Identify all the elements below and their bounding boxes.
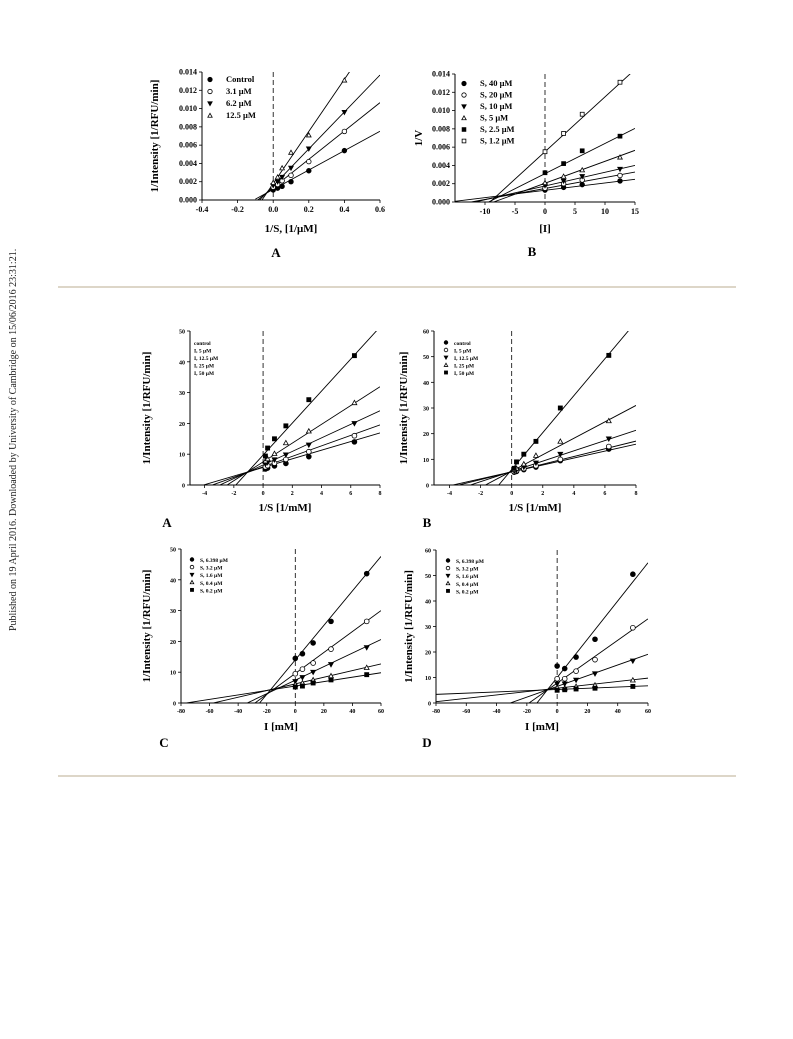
x-tick-label: 0.6 [375, 205, 385, 214]
legend-label: S, 1.6 µM [456, 574, 479, 581]
y-tick-label: 0.012 [432, 87, 450, 97]
data-point [534, 453, 539, 457]
y-tick-label: 30 [423, 406, 429, 413]
legend-marker [444, 363, 448, 366]
data-point [280, 184, 285, 189]
data-point [364, 571, 369, 576]
x-tick-label: 0 [293, 709, 297, 715]
legend-marker [446, 559, 450, 563]
y-axis-label: 1/Intensity [1/RFU/min] [398, 351, 410, 465]
data-point [580, 149, 584, 153]
legend-label: S, 6.398 µM [200, 558, 228, 564]
x-tick-label: 4 [320, 491, 324, 497]
fit-line-series-0 [436, 563, 648, 831]
legend-label: S, 2.5 μM [480, 124, 515, 134]
x-tick-label: 0 [543, 207, 547, 216]
x-tick-label: 0 [555, 709, 559, 715]
legend-label: S, 0.4 µM [456, 581, 479, 588]
legend-label: I, 25 µM [454, 363, 475, 370]
y-tick-label: 0.014 [179, 67, 197, 77]
x-axis-label: 1/S [1/mM] [258, 502, 312, 514]
data-point [306, 454, 311, 459]
legend-label: S, 10 μM [480, 101, 513, 111]
y-axis-label: 1/V [413, 129, 425, 147]
data-point [352, 433, 357, 438]
legend-marker [444, 348, 448, 352]
x-tick-label: 60 [645, 709, 651, 715]
data-point [574, 669, 579, 674]
legend-label: S, 3.2 µM [200, 565, 223, 572]
y-tick-label: 40 [425, 599, 431, 606]
legend-marker [446, 589, 449, 592]
data-point [293, 671, 298, 676]
data-point [311, 681, 315, 685]
panel-letter: B [527, 244, 537, 259]
x-tick-label: 0.0 [268, 205, 279, 214]
data-point [543, 171, 547, 175]
legend-marker [462, 93, 466, 97]
panel-letter: D [422, 735, 432, 750]
y-tick-label: 0.006 [179, 140, 197, 150]
y-tick-label: 0.002 [432, 179, 450, 189]
fit-line-series-3 [181, 664, 381, 711]
data-point [562, 676, 567, 681]
x-tick-label: 15 [631, 207, 639, 216]
y-tick-label: 10 [179, 452, 185, 459]
y-tick-label: 0 [182, 483, 185, 490]
data-point [562, 131, 566, 135]
data-point [306, 449, 311, 454]
chart-panel-5 [403, 549, 651, 831]
y-axis-label: 1/Intensity [1/RFU/min] [141, 351, 153, 465]
data-point [562, 666, 567, 671]
x-tick-label: 2 [541, 491, 545, 497]
legend-label: control [454, 341, 471, 347]
data-point [289, 179, 294, 184]
y-tick-label: 50 [423, 355, 429, 362]
data-point [534, 439, 538, 443]
data-point [307, 398, 311, 402]
y-tick-label: 20 [425, 650, 431, 657]
data-point [558, 439, 563, 443]
x-tick-label: 40 [614, 709, 621, 715]
chart-panel-0 [149, 27, 385, 260]
y-tick-label: 50 [425, 574, 431, 580]
data-point [293, 685, 297, 689]
x-tick-label: -4 [447, 491, 453, 497]
legend [462, 78, 515, 146]
panel-letter: B [422, 515, 432, 530]
legend [208, 74, 256, 120]
legend-label: S, 3.2 µM [456, 566, 479, 573]
x-tick-label: 10 [601, 207, 609, 216]
x-tick-label: 6 [603, 491, 607, 497]
data-point [289, 150, 294, 154]
y-tick-label: 0.008 [179, 122, 197, 132]
legend-label: 12.5 μM [226, 110, 256, 120]
y-axis-label: 1/Intensity [1/RFU/min] [149, 79, 161, 193]
data-point [630, 659, 635, 663]
x-tick-label: -80 [432, 709, 440, 715]
legend-label: S, 6.398 µM [456, 559, 484, 565]
y-tick-label: 10 [170, 670, 176, 677]
fit-line-series-2 [436, 654, 648, 729]
data-point [329, 663, 334, 667]
data-point [329, 678, 333, 682]
data-point [607, 353, 611, 357]
panel-letter: A [162, 515, 172, 530]
x-tick-label: -80 [177, 709, 185, 715]
chart-panel-2 [141, 327, 382, 530]
x-tick-label: -2 [231, 491, 237, 497]
y-tick-label: 0.006 [432, 142, 450, 152]
legend-marker [190, 565, 194, 569]
data-point [289, 173, 294, 178]
y-tick-label: 0.000 [432, 197, 450, 207]
x-tick-label: 8 [634, 491, 638, 497]
legend-marker [444, 371, 447, 374]
data-point [543, 150, 547, 154]
x-tick-label: 6 [349, 491, 353, 497]
data-point [555, 688, 559, 692]
legend-label: 6.2 μM [226, 98, 252, 108]
data-point [272, 437, 276, 441]
x-tick-label: 0 [510, 491, 514, 497]
data-point [263, 454, 267, 458]
data-point [512, 466, 516, 470]
y-tick-label: 0.004 [179, 158, 197, 168]
fit-lines [436, 563, 648, 831]
legend-label: I, 50 µM [194, 371, 215, 377]
legend-marker [208, 102, 212, 106]
x-tick-label: 60 [378, 709, 384, 715]
legend-label: I, 25 µM [194, 363, 215, 370]
data-point [364, 646, 369, 650]
data-point [593, 686, 597, 690]
data-point [352, 354, 356, 358]
data-point [555, 676, 560, 681]
legend-marker [446, 582, 450, 585]
legend-label: 3.1 μM [226, 86, 252, 96]
series-points-4 [263, 354, 356, 458]
legend-marker [208, 77, 212, 81]
x-tick-label: -5 [511, 207, 519, 216]
legend-marker [444, 341, 448, 345]
data-point [306, 443, 311, 447]
data-point [618, 80, 622, 84]
legend-marker [462, 128, 466, 132]
data-point [562, 162, 566, 166]
x-axis-label: I [mM] [525, 721, 559, 733]
x-tick-label: -20 [262, 709, 271, 715]
data-point [574, 655, 579, 660]
x-tick-label: 8 [378, 491, 382, 497]
legend [444, 341, 479, 377]
data-point [352, 439, 357, 444]
x-tick-label: 4 [572, 491, 576, 497]
legend-marker [444, 356, 448, 359]
y-tick-label: 10 [425, 676, 431, 682]
legend-marker [208, 113, 212, 117]
y-tick-label: 0.002 [179, 177, 197, 187]
legend-marker [462, 81, 466, 85]
data-point [283, 440, 288, 444]
data-point [307, 168, 312, 173]
legend-label: S, 20 μM [480, 89, 513, 100]
data-point [300, 651, 305, 656]
data-point [284, 424, 288, 428]
x-axis-label: 1/S [1/mM] [508, 502, 562, 514]
x-axis-label: [I] [539, 223, 551, 235]
legend-marker [190, 558, 194, 562]
x-axis-label: I [mM] [264, 721, 298, 733]
x-tick-label: -40 [234, 709, 243, 715]
data-point [558, 406, 562, 410]
data-point [631, 684, 635, 688]
y-tick-label: 30 [179, 391, 185, 398]
legend-label: I, 12.5 µM [194, 356, 219, 362]
legend-marker [446, 566, 450, 570]
legend-marker [446, 574, 450, 577]
y-tick-label: 20 [179, 421, 185, 428]
x-tick-label: 2 [290, 491, 294, 497]
legend-marker [190, 573, 194, 576]
y-tick-label: 0.000 [179, 195, 197, 205]
y-axis-label: 1/Intensity [1/RFU/min] [141, 569, 153, 683]
legend-label: I, 5 µM [194, 348, 212, 355]
legend-label: S, 40 μM [480, 78, 513, 88]
legend-marker [462, 116, 466, 120]
y-tick-label: 50 [179, 329, 185, 336]
x-tick-label: -20 [522, 709, 531, 715]
legend-marker [462, 139, 466, 143]
data-point [522, 452, 526, 456]
y-tick-label: 20 [170, 639, 176, 646]
legend-label: S, 0.4 µM [200, 580, 223, 587]
y-tick-label: 0.012 [179, 85, 197, 95]
y-tick-label: 60 [425, 548, 431, 555]
data-point [306, 429, 311, 433]
legend-label: S, 5 μM [480, 112, 509, 123]
data-point [311, 661, 316, 666]
chart-panel-4 [141, 548, 384, 798]
y-tick-label: 20 [423, 432, 429, 439]
y-tick-label: 30 [425, 625, 431, 631]
data-point [593, 657, 598, 662]
y-tick-label: 0 [428, 701, 431, 708]
y-tick-label: 0.008 [432, 124, 450, 134]
x-tick-label: 20 [320, 709, 327, 715]
chart-panel-3 [398, 322, 638, 547]
data-point [293, 656, 298, 661]
legend-marker [190, 588, 193, 591]
legend-label: Control [226, 74, 255, 84]
y-axis-label: 1/Intensity [1/RFU/min] [403, 570, 415, 683]
y-tick-label: 40 [423, 380, 429, 387]
data-point [555, 664, 560, 669]
x-tick-label: -0.4 [195, 205, 209, 214]
data-point [580, 182, 585, 187]
series-points-1 [512, 444, 611, 474]
data-point [593, 637, 598, 642]
y-tick-label: 30 [170, 609, 176, 616]
x-tick-label: 40 [349, 709, 356, 715]
y-tick-label: 0.010 [432, 106, 450, 116]
legend-label: control [194, 341, 211, 347]
legend-label: S, 1.6 µM [200, 573, 223, 580]
x-tick-label: -40 [492, 709, 501, 715]
data-point [364, 619, 369, 624]
data-point [342, 129, 347, 134]
legend-marker [462, 105, 466, 109]
x-tick-label: -2 [478, 491, 484, 497]
y-tick-label: 40 [179, 360, 185, 367]
legend-label: S, 0.2 µM [456, 589, 479, 596]
side-note-text: Published on 19 April 2016. Downloaded by University of Cambridge on 15/06/2016 23:31:21. [8, 248, 19, 631]
data-point [558, 457, 563, 462]
data-point [289, 166, 294, 170]
x-tick-label: 5 [573, 207, 577, 216]
data-point [618, 134, 622, 138]
fit-line-series-4 [436, 686, 648, 695]
x-tick-label: -4 [202, 491, 208, 497]
x-tick-label: 20 [584, 709, 591, 715]
fit-line-series-1 [436, 619, 648, 769]
y-tick-label: 40 [170, 578, 176, 585]
fit-line-series-1 [181, 611, 381, 758]
data-point [606, 444, 611, 449]
chart-panel-1 [413, 69, 639, 259]
y-tick-label: 50 [170, 547, 176, 554]
legend-label: I, 5 µM [454, 348, 472, 355]
x-tick-label: 0 [261, 491, 265, 497]
y-tick-label: 0 [426, 483, 429, 490]
data-point [266, 446, 270, 450]
data-point [307, 159, 312, 164]
y-tick-label: 0 [173, 701, 176, 708]
legend-marker [190, 581, 194, 584]
data-point [342, 148, 347, 153]
legend-label: I, 50 µM [454, 371, 475, 377]
data-point [329, 619, 334, 624]
panel-letter: A [271, 245, 281, 260]
x-tick-label: 0.4 [339, 205, 350, 214]
data-point [300, 684, 304, 688]
legend-label: I, 12.5 µM [454, 356, 479, 362]
panel-letter: C [159, 735, 169, 750]
data-point [580, 112, 584, 116]
data-point [630, 625, 635, 630]
legend-marker [208, 89, 212, 93]
x-axis-label: 1/S, [1/μM] [264, 223, 318, 235]
legend [194, 341, 219, 377]
x-tick-label: -60 [205, 709, 214, 715]
data-point [311, 641, 316, 646]
y-tick-label: 60 [423, 329, 429, 336]
x-tick-label: -10 [479, 207, 491, 216]
legend-label: S, 1.2 μM [480, 135, 515, 146]
data-point [618, 179, 623, 184]
legend [446, 559, 485, 596]
data-point [630, 572, 635, 577]
data-point [514, 460, 518, 464]
x-tick-label: 0.2 [303, 205, 314, 214]
data-point [618, 173, 623, 178]
data-point [563, 688, 567, 692]
y-tick-label: 0.010 [179, 104, 197, 114]
data-point [300, 667, 305, 672]
data-point [365, 673, 369, 677]
data-point [574, 687, 578, 691]
data-point [342, 78, 347, 82]
x-tick-label: -0.2 [231, 205, 244, 214]
x-tick-label: -60 [462, 709, 471, 715]
legend-label: S, 0.2 µM [200, 588, 223, 595]
data-point [329, 647, 334, 652]
y-tick-label: 10 [423, 457, 429, 464]
y-tick-label: 0.014 [432, 69, 450, 79]
legend [190, 558, 229, 595]
y-tick-label: 0.004 [432, 160, 450, 170]
